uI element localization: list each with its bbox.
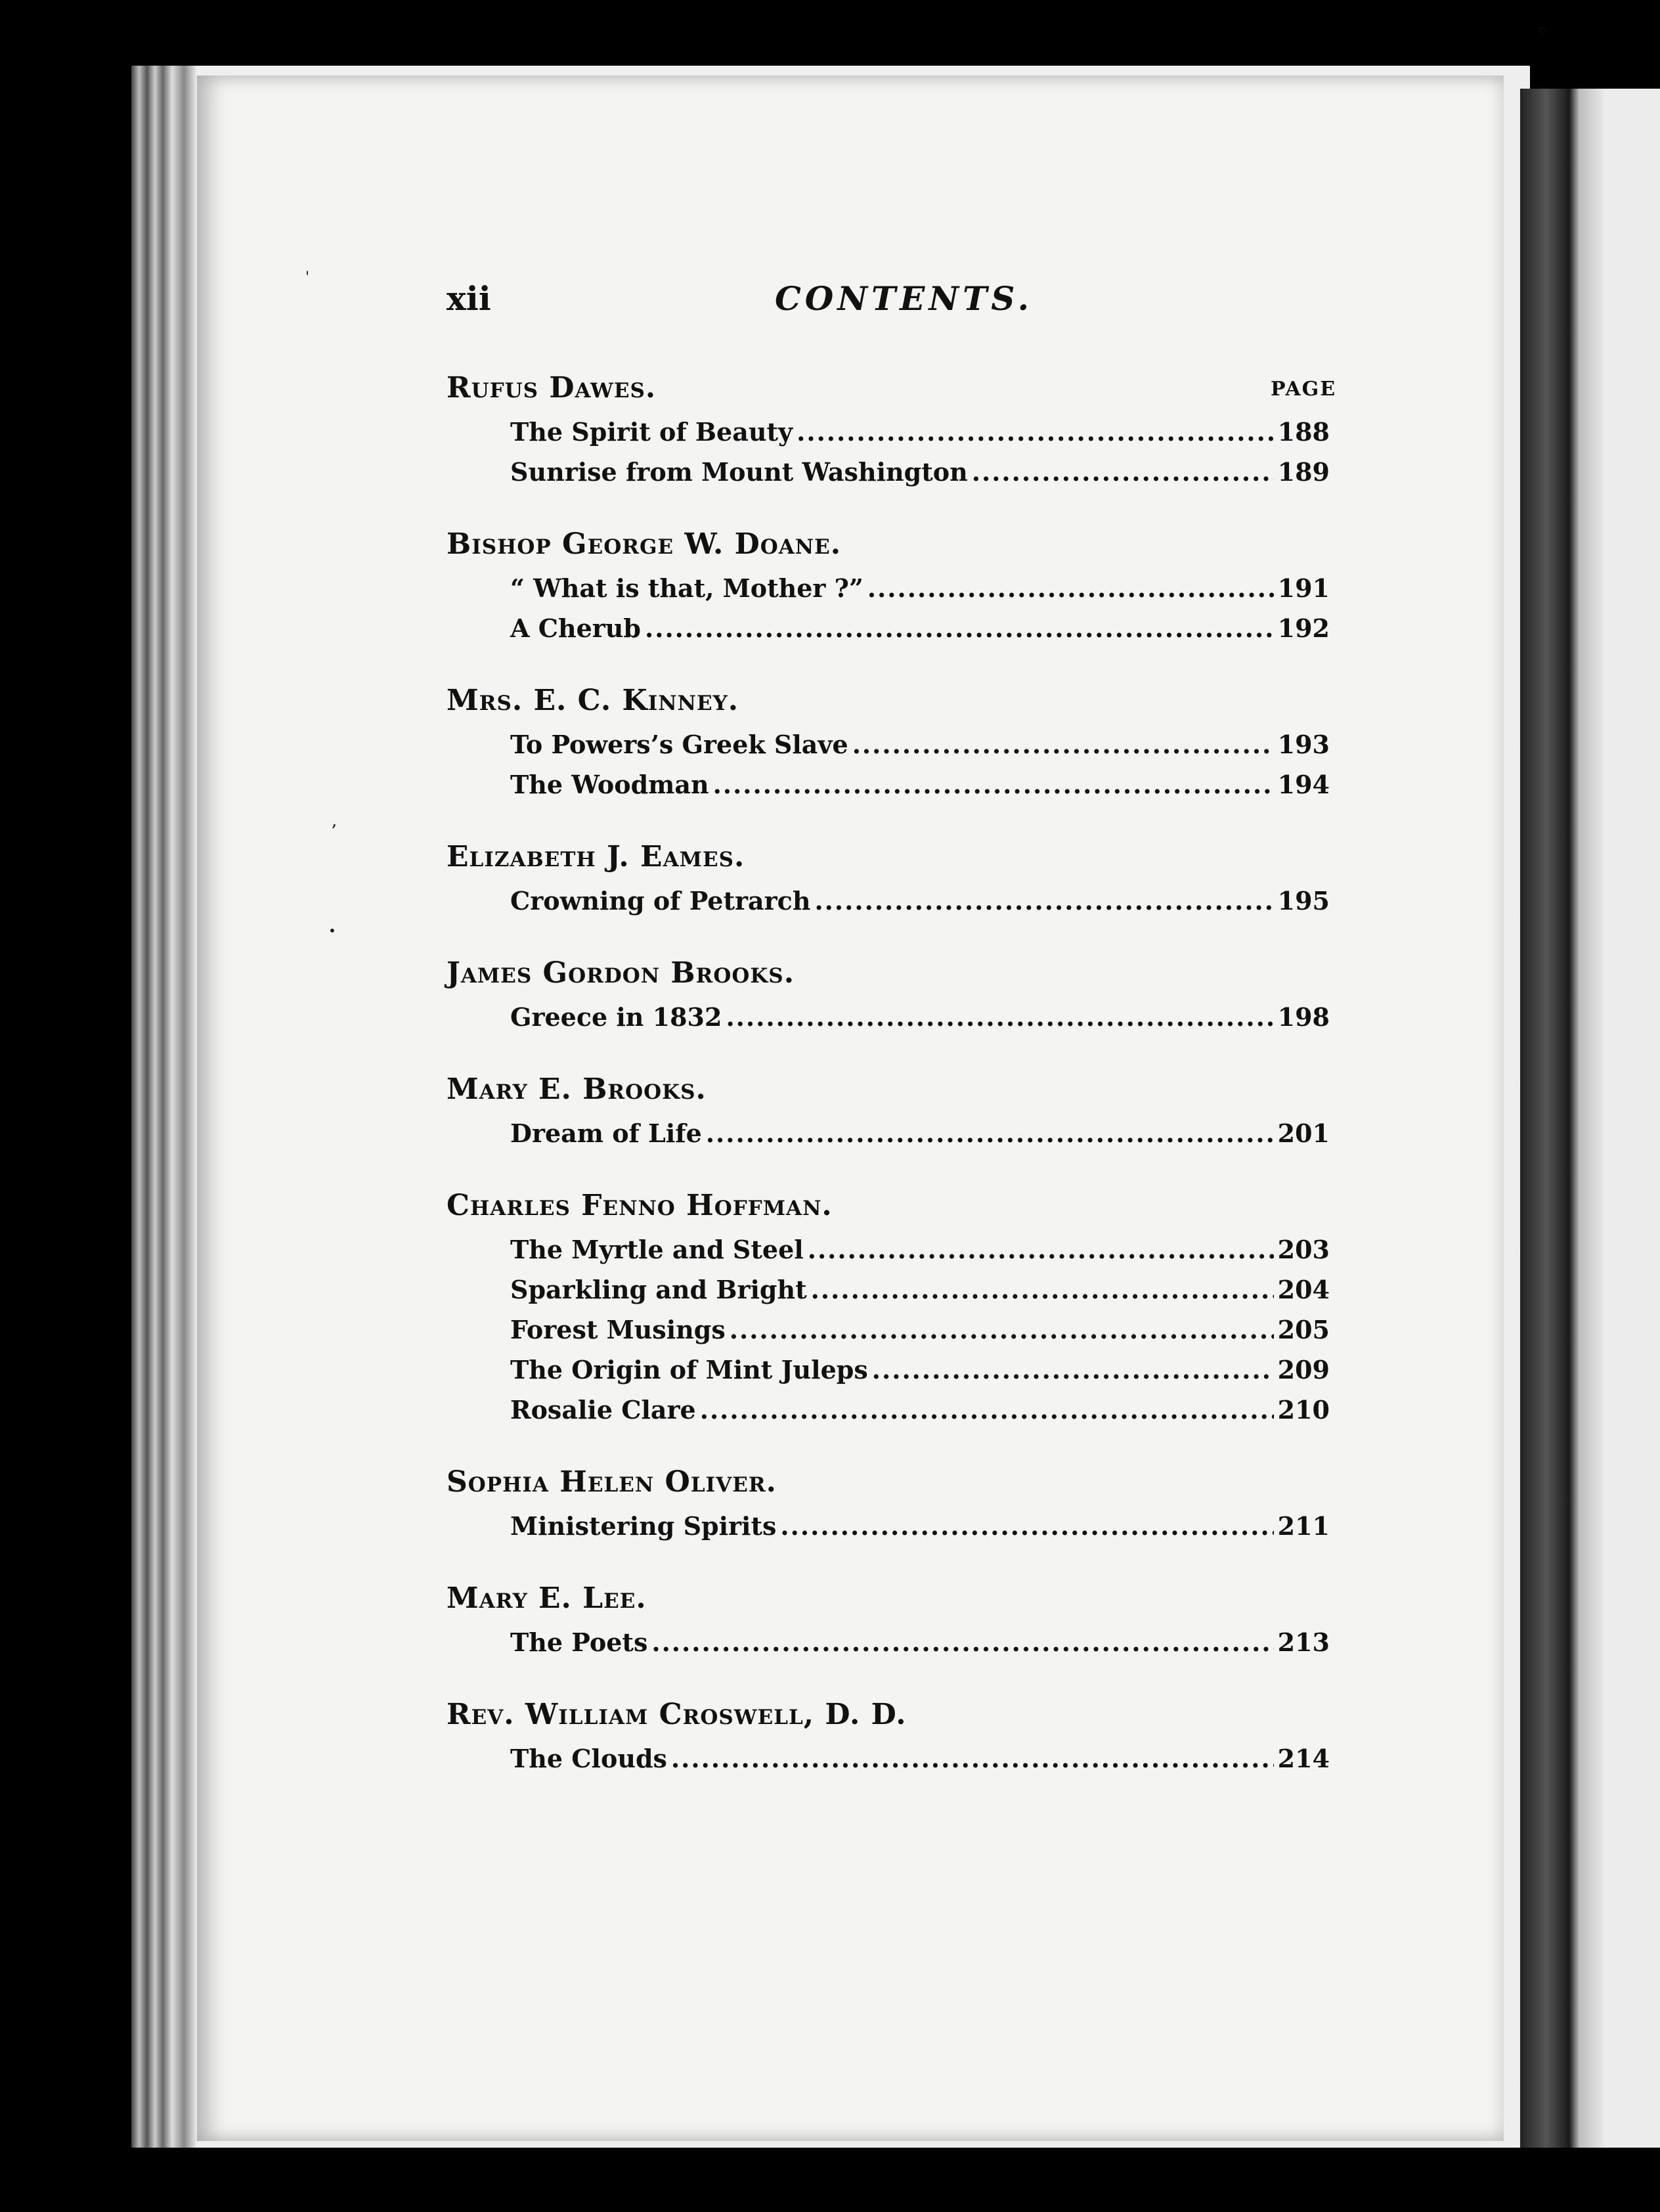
dot-leader [972, 452, 1274, 492]
entry-title: The Spirit of Beauty [510, 417, 793, 447]
entry-title: Sparkling and Bright [510, 1275, 807, 1304]
dot-leader [811, 1270, 1274, 1310]
entry-page-number: 205 [1277, 1315, 1330, 1344]
page-folio: xii [447, 279, 491, 318]
entry-title: Forest Musings [510, 1315, 726, 1344]
contents-entry [447, 1506, 1330, 1546]
contents-entry [447, 1113, 1330, 1153]
entry-title: The Woodman [510, 770, 709, 799]
entry-page-number: 203 [1277, 1235, 1330, 1264]
entry-page-number: 213 [1277, 1627, 1330, 1657]
entry-page-number: 211 [1277, 1511, 1330, 1541]
entry-page-number: 198 [1277, 1002, 1330, 1032]
author-heading: Charles Fenno Hoffman. [447, 1189, 833, 1222]
contents-entry [447, 997, 1330, 1037]
entry-page-number: 193 [1277, 730, 1330, 759]
author-heading: Elizabeth J. Eames. [447, 840, 745, 874]
contents-section [447, 365, 1330, 492]
entry-title: The Clouds [510, 1744, 667, 1773]
dot-leader [706, 1113, 1274, 1153]
author-heading: Rev. William Croswell, D. D. [447, 1698, 907, 1731]
dot-leader [700, 1390, 1274, 1430]
speck-mark: ' [305, 269, 310, 286]
contents-section [447, 1459, 1330, 1546]
entry-page-number: 189 [1277, 457, 1330, 487]
entry-title: Sunrise from Mount Washington [510, 457, 968, 487]
contents-entry [447, 608, 1330, 648]
contents-entry [447, 1270, 1330, 1310]
dot-leader [814, 881, 1273, 921]
contents-entry [447, 1229, 1330, 1270]
dot-leader [867, 568, 1274, 608]
contents-entry [447, 1350, 1330, 1390]
dot-leader [645, 608, 1274, 648]
author-heading: James Gordon Brooks. [447, 956, 795, 990]
contents-section [447, 521, 1330, 648]
entry-title: “ What is that, Mother ?” [510, 573, 863, 603]
contents-entry [447, 1738, 1330, 1779]
contents-entry [447, 1310, 1330, 1350]
facing-page-edge [1520, 89, 1660, 2148]
contents-section [447, 677, 1330, 805]
dot-leader [780, 1506, 1273, 1546]
entry-title: The Poets [510, 1627, 648, 1657]
dot-leader [808, 1229, 1274, 1270]
entry-page-number: 191 [1277, 573, 1330, 603]
contents-entry [447, 764, 1330, 805]
entry-title: A Cherub [510, 613, 641, 643]
entry-page-number: 204 [1277, 1275, 1330, 1304]
contents-section [447, 1066, 1330, 1153]
entry-page-number: 194 [1277, 770, 1330, 799]
entry-page-number: 192 [1277, 613, 1330, 643]
speck-mark: • [328, 923, 336, 939]
page-column-label: PAGE [1271, 378, 1337, 401]
page-header [447, 279, 1333, 325]
contents-entry [447, 1390, 1330, 1430]
contents-entry [447, 881, 1330, 921]
entry-page-number: 201 [1277, 1118, 1330, 1148]
entry-title: The Myrtle and Steel [510, 1235, 804, 1264]
entry-title: Greece in 1832 [510, 1002, 722, 1032]
contents-section [447, 950, 1330, 1037]
entry-title: Dream of Life [510, 1118, 702, 1148]
contents-entry [447, 412, 1330, 452]
entry-page-number: 210 [1277, 1395, 1330, 1425]
entry-page-number: 188 [1277, 417, 1330, 447]
dot-leader [713, 764, 1274, 805]
entry-title: To Powers’s Greek Slave [510, 730, 848, 759]
contents-section [447, 833, 1330, 921]
author-heading: Rufus Dawes. [447, 371, 657, 405]
contents-entry [447, 724, 1330, 764]
contents-list [447, 365, 1330, 1779]
contents-entry [447, 1622, 1330, 1662]
speck-mark: ◦ [1537, 20, 1548, 43]
dot-leader [726, 997, 1273, 1037]
author-heading: Mary E. Brooks. [447, 1073, 707, 1106]
contents-entry [447, 452, 1330, 492]
author-heading: Bishop George W. Doane. [447, 527, 842, 561]
speck-mark: , [332, 811, 338, 831]
dot-leader [730, 1310, 1274, 1350]
entry-page-number: 209 [1277, 1355, 1330, 1384]
entry-page-number: 195 [1277, 886, 1330, 916]
dot-leader [797, 412, 1274, 452]
author-heading: Sophia Helen Oliver. [447, 1465, 777, 1499]
running-title: CONTENTS. [775, 279, 1034, 318]
entry-title: Ministering Spirits [510, 1511, 777, 1541]
dot-leader [671, 1738, 1274, 1779]
dot-leader [651, 1622, 1273, 1662]
entry-title: Crowning of Petrarch [510, 886, 811, 916]
entry-title: Rosalie Clare [510, 1395, 696, 1425]
dot-leader [852, 724, 1274, 764]
contents-section [447, 1182, 1330, 1430]
author-heading: Mrs. E. C. Kinney. [447, 684, 739, 717]
author-heading: Mary E. Lee. [447, 1582, 647, 1615]
contents-section [447, 1691, 1330, 1779]
entry-page-number: 214 [1277, 1744, 1330, 1773]
dot-leader [872, 1350, 1274, 1390]
contents-section [447, 1575, 1330, 1662]
entry-title: The Origin of Mint Juleps [510, 1355, 868, 1384]
contents-entry [447, 568, 1330, 608]
